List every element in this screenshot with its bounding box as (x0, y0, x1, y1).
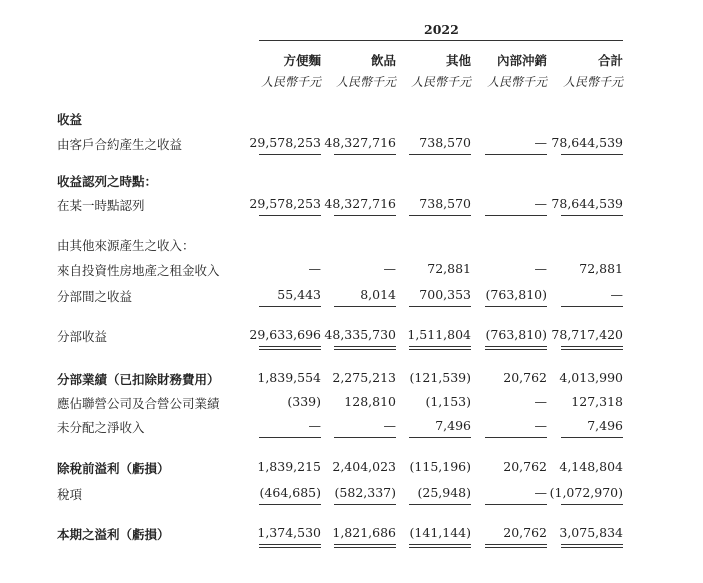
column-double-rule (409, 346, 471, 347)
cell-value: 3,075,834 (559, 525, 623, 540)
column-rule (409, 154, 471, 155)
column-double-rule (485, 346, 547, 347)
cell-value: 1,839,215 (257, 459, 321, 474)
column-rule (485, 437, 547, 438)
column-rule (259, 154, 321, 155)
column-header: 合計 (597, 53, 623, 68)
column-rule (485, 504, 547, 505)
column-double-rule (334, 349, 396, 350)
cell-value: (115,196) (409, 459, 471, 474)
cell-value: 72,881 (579, 261, 623, 276)
column-rule (334, 215, 396, 216)
column-rule (485, 306, 547, 307)
row-label: 分部業績（已扣除財務費用） (57, 372, 220, 387)
row-label: 收益 (57, 112, 83, 127)
cell-value: (339) (287, 394, 321, 409)
cell-value: 7,496 (435, 418, 471, 433)
cell-value: 7,496 (587, 418, 623, 433)
column-rule (409, 504, 471, 505)
column-double-rule (334, 346, 396, 347)
cell-value: 29,578,253 (249, 196, 321, 211)
column-double-rule (409, 547, 471, 548)
column-header: 內部沖銷 (496, 53, 547, 68)
cell-value: 4,013,990 (559, 370, 623, 385)
cell-value: 29,633,696 (249, 327, 321, 342)
cell-value: 78,644,539 (551, 135, 623, 150)
column-rule (334, 437, 396, 438)
column-unit: 人民幣千元 (335, 75, 396, 89)
cell-value: 55,443 (277, 287, 321, 302)
column-double-rule (259, 346, 321, 347)
column-header: 其他 (445, 53, 471, 68)
cell-value: (763,810) (485, 287, 547, 302)
column-rule (334, 306, 396, 307)
column-rule (409, 215, 471, 216)
column-rule (334, 504, 396, 505)
cell-value: 1,821,686 (332, 525, 396, 540)
column-double-rule (485, 547, 547, 548)
year-header: 2022 (424, 22, 459, 37)
column-rule (561, 504, 623, 505)
cell-value: (763,810) (485, 327, 547, 342)
row-label: 除稅前溢利（虧損） (57, 461, 170, 476)
column-double-rule (409, 349, 471, 350)
cell-value: 78,717,420 (551, 327, 623, 342)
cell-value: 738,570 (419, 196, 471, 211)
cell-value: — (534, 394, 547, 409)
column-header: 方便麵 (283, 53, 321, 68)
cell-value: — (383, 261, 396, 276)
row-label: 來自投資性房地產之租金收入 (57, 263, 220, 278)
column-double-rule (561, 346, 623, 347)
row-label: 未分配之淨收入 (57, 420, 145, 435)
column-rule (561, 215, 623, 216)
column-double-rule (561, 544, 623, 545)
column-unit: 人民幣千元 (260, 75, 321, 89)
cell-value: (1,072,970) (549, 485, 623, 500)
column-rule (334, 154, 396, 155)
cell-value: — (534, 418, 547, 433)
cell-value: (25,948) (417, 485, 471, 500)
cell-value: 20,762 (503, 459, 547, 474)
row-label: 收益認列之時點： (57, 174, 158, 189)
cell-value: 48,327,716 (324, 196, 396, 211)
column-header: 飲品 (370, 53, 396, 68)
column-rule (259, 437, 321, 438)
year-underline (259, 40, 623, 41)
column-double-rule (259, 349, 321, 350)
cell-value: 1,839,554 (257, 370, 321, 385)
cell-value: 2,404,023 (332, 459, 396, 474)
column-double-rule (485, 349, 547, 350)
column-rule (485, 154, 547, 155)
column-unit: 人民幣千元 (410, 75, 471, 89)
column-rule (561, 154, 623, 155)
cell-value: (582,337) (334, 485, 396, 500)
cell-value: — (534, 261, 547, 276)
cell-value: (1,153) (425, 394, 471, 409)
row-label: 由客戶合約產生之收益 (57, 137, 183, 152)
column-double-rule (485, 544, 547, 545)
row-label: 本期之溢利（虧損） (57, 527, 170, 542)
cell-value: 78,644,539 (551, 196, 623, 211)
cell-value: 1,511,804 (407, 327, 471, 342)
cell-value: (141,144) (409, 525, 471, 540)
column-rule (561, 437, 623, 438)
cell-value: — (308, 418, 321, 433)
cell-value: 738,570 (419, 135, 471, 150)
cell-value: 8,014 (360, 287, 396, 302)
cell-value: 29,578,253 (249, 135, 321, 150)
column-double-rule (561, 349, 623, 350)
cell-value: — (534, 196, 547, 211)
cell-value: 20,762 (503, 370, 547, 385)
cell-value: 700,353 (419, 287, 471, 302)
column-unit: 人民幣千元 (486, 75, 547, 89)
column-rule (259, 306, 321, 307)
cell-value: 48,335,730 (324, 327, 396, 342)
cell-value: — (383, 418, 396, 433)
cell-value: — (610, 287, 623, 302)
row-label: 分部收益 (57, 329, 108, 344)
column-double-rule (409, 544, 471, 545)
cell-value: — (534, 485, 547, 500)
column-unit: 人民幣千元 (562, 75, 623, 89)
cell-value: (121,539) (409, 370, 471, 385)
row-label: 應佔聯營公司及合營公司業績 (57, 396, 220, 411)
column-double-rule (334, 544, 396, 545)
row-label: 在某一時點認列 (57, 198, 145, 213)
row-label: 稅項 (57, 487, 83, 502)
column-double-rule (259, 547, 321, 548)
column-rule (259, 215, 321, 216)
column-rule (259, 504, 321, 505)
cell-value: 128,810 (344, 394, 396, 409)
cell-value: (464,685) (259, 485, 321, 500)
column-double-rule (334, 547, 396, 548)
cell-value: 127,318 (571, 394, 623, 409)
row-label: 由其他來源產生之收入： (57, 238, 195, 253)
column-rule (485, 215, 547, 216)
cell-value: — (308, 261, 321, 276)
column-rule (561, 306, 623, 307)
cell-value: 72,881 (427, 261, 471, 276)
column-rule (409, 306, 471, 307)
column-double-rule (259, 544, 321, 545)
row-label: 分部間之收益 (57, 289, 133, 304)
column-double-rule (561, 547, 623, 548)
cell-value: — (534, 135, 547, 150)
column-rule (409, 437, 471, 438)
cell-value: 4,148,804 (559, 459, 623, 474)
cell-value: 2,275,213 (332, 370, 396, 385)
cell-value: 48,327,716 (324, 135, 396, 150)
cell-value: 20,762 (503, 525, 547, 540)
cell-value: 1,374,530 (257, 525, 321, 540)
